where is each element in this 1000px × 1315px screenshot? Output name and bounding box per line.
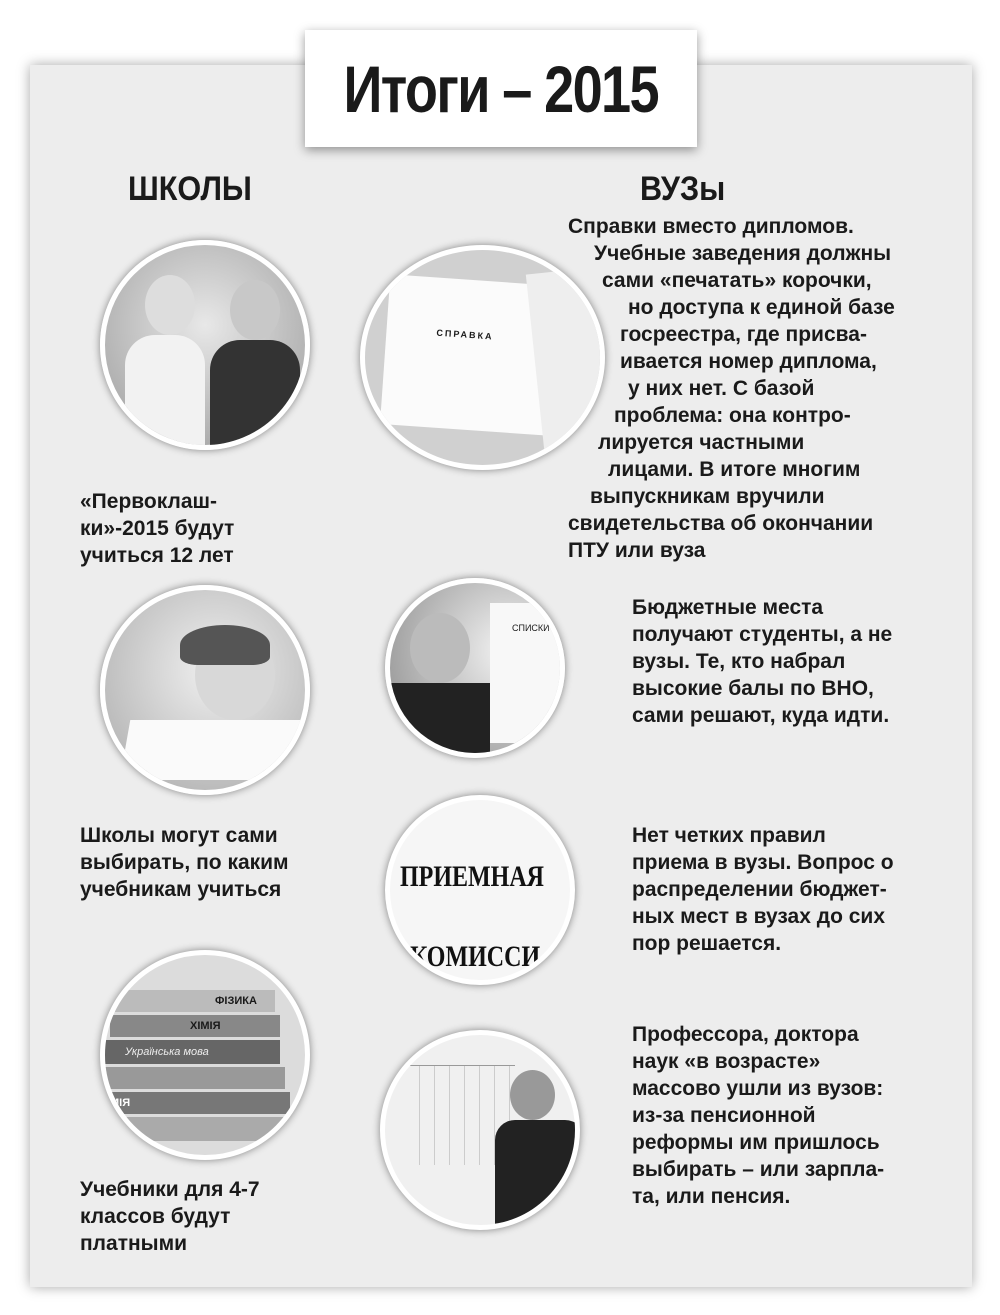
text-line: выпускникам вручили	[590, 485, 825, 508]
text-line: ХІМІЯ	[110, 1015, 280, 1037]
photo-detail	[145, 275, 195, 335]
children-first-graders-photo	[100, 240, 310, 450]
text-line: массово ушли из вузов:	[632, 1077, 884, 1100]
photo-detail	[210, 340, 300, 450]
photo-detail	[125, 335, 205, 450]
schools-heading: ШКОЛЫ	[128, 170, 252, 208]
title-box	[305, 30, 697, 147]
photo-detail	[510, 1070, 555, 1120]
text-line: классов будут	[80, 1205, 231, 1228]
text-line: приема в вузы. Вопрос о	[632, 851, 894, 874]
text-line: Учебники для 4-7	[80, 1178, 260, 1201]
text-line: Учебные заведения должны	[594, 242, 892, 265]
text-line: СПРАВКА	[380, 274, 560, 435]
text-line: свидетельства об окончании	[568, 512, 874, 535]
text-line: ивается номер диплома,	[620, 350, 877, 373]
text-line: учебникам учиться	[80, 878, 282, 901]
text-line: реформы им пришлось	[632, 1131, 880, 1154]
text-line: ки»-2015 будут	[80, 517, 235, 540]
text-line: Справки вместо дипломов.	[568, 215, 854, 238]
text-line: ПРИЕМНАЯ	[400, 860, 544, 893]
universities-item-2-text	[632, 594, 892, 729]
text-line: высокие балы по ВНО,	[632, 677, 874, 700]
page-title: Итоги – 2015	[343, 51, 659, 126]
text-line: учиться 12 лет	[80, 544, 234, 567]
text-line: выбирать, по каким	[80, 851, 289, 874]
text-line: распределении бюджет-	[632, 878, 887, 901]
text-line: из-за пенсионной	[632, 1104, 816, 1127]
photo-detail	[230, 280, 280, 340]
text-line: платными	[80, 1232, 188, 1255]
photo-detail	[105, 1117, 295, 1141]
professor-at-whiteboard-photo	[380, 1030, 580, 1230]
text-line: ных мест в вузах до сих	[632, 905, 886, 928]
text-line: вузы. Те, кто набрал	[632, 650, 846, 673]
text-line: лируется частными	[598, 431, 805, 454]
photo-detail	[105, 1067, 285, 1089]
woman-at-list-board-photo	[385, 578, 565, 758]
universities-heading: ВУЗы	[640, 170, 726, 208]
text-line: у них нет. С базой	[628, 377, 815, 400]
text-line: получают студенты, а не	[632, 623, 893, 646]
photo-detail	[390, 683, 490, 758]
text-line: пор решается.	[632, 932, 782, 955]
text-line: Бюджетные места	[632, 596, 824, 619]
photo-detail	[495, 1120, 580, 1230]
text-line: Нет четких правил	[632, 824, 826, 847]
text-line: выбирать – или зарпла-	[632, 1158, 885, 1181]
text-line: КОМИССИ	[410, 940, 541, 973]
certificate-document-photo	[360, 245, 605, 470]
schools-item-1-text	[80, 488, 234, 569]
text-line: сами решают, куда идти.	[632, 704, 890, 727]
schools-item-2-text	[80, 822, 289, 903]
text-line: Українська мова	[105, 1040, 280, 1064]
admission-committee-sign-photo	[385, 795, 575, 985]
text-line: проблема: она контро-	[614, 404, 851, 427]
text-line: сами «печатать» корочки,	[602, 269, 872, 292]
text-line: наук «в возрасте»	[632, 1050, 821, 1073]
text-line: Профессора, доктора	[632, 1023, 859, 1046]
text-line: ПТУ или вуза	[568, 539, 706, 562]
text-line: ФІЗИКА	[115, 990, 275, 1012]
text-line: госреестра, где присва-	[620, 323, 867, 346]
text-line: МІЯ	[105, 1092, 290, 1114]
universities-item-3-text	[632, 822, 894, 957]
photo-detail	[410, 613, 470, 683]
textbook-stack-photo	[100, 950, 310, 1160]
universities-item-4-text	[632, 1021, 884, 1210]
text-line: «Первоклаш-	[80, 490, 218, 513]
photo-detail	[180, 625, 270, 665]
schools-item-3-text	[80, 1176, 260, 1257]
boy-reading-book-photo	[100, 585, 310, 795]
text-line: но доступа к единой базе	[628, 296, 895, 319]
text-line: СПИСКИ	[490, 603, 565, 743]
text-line: та, или пенсия.	[632, 1185, 791, 1208]
photo-detail	[120, 720, 310, 780]
text-line: лицами. В итоге многим	[608, 458, 861, 481]
text-line: Школы могут сами	[80, 824, 278, 847]
